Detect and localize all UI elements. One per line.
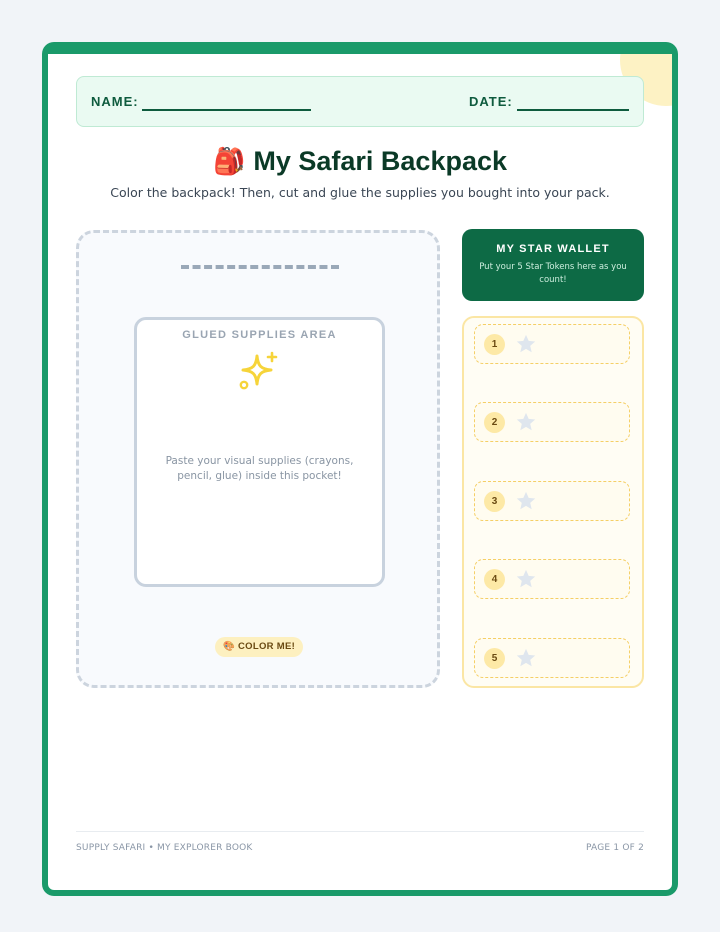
slot-number: 1 — [484, 334, 505, 355]
star-icon — [515, 568, 537, 590]
slot-number: 4 — [484, 569, 505, 590]
backpack-outline — [76, 230, 440, 688]
token-slot-4 — [474, 559, 630, 599]
wallet-title: MY STAR WALLET — [496, 243, 610, 255]
date-line — [517, 109, 629, 111]
backpack-icon: 🎒 — [212, 146, 246, 176]
token-slot-5 — [474, 638, 630, 678]
star-wallet-header — [462, 229, 644, 301]
page-title-text: My Safari Backpack — [253, 146, 507, 176]
name-line — [142, 109, 311, 111]
pocket-title: GLUED SUPPLIES AREA — [182, 329, 337, 341]
glued-supplies-pocket — [134, 317, 385, 587]
star-icon — [515, 333, 537, 355]
slot-number: 5 — [484, 648, 505, 669]
footer-page-number: PAGE 1 OF 2 — [585, 843, 644, 853]
date-label: DATE: — [469, 94, 513, 109]
token-slot-3 — [474, 481, 630, 521]
pocket-instructions: Paste your visual supplies (crayons, pencil, glue) inside this pocket! — [165, 455, 354, 482]
name-label: NAME: — [91, 94, 139, 109]
token-slot-2 — [474, 402, 630, 442]
sparkle-icon — [237, 348, 283, 394]
star-icon — [515, 647, 537, 669]
slot-number: 2 — [484, 412, 505, 433]
token-slot-1 — [474, 324, 630, 364]
footer-left: SUPPLY SAFARI • MY EXPLORER BOOK — [76, 843, 253, 853]
wallet-subtitle: Put your 5 Star Tokens here as you count! — [479, 262, 627, 285]
page-subtitle: Color the backpack! Then, cut and glue the supplies you bought into your pack. — [110, 185, 610, 200]
star-icon — [515, 411, 537, 433]
name-date-bar — [76, 76, 644, 127]
footer-divider — [76, 831, 644, 832]
page-title — [48, 146, 672, 177]
star-icon — [515, 490, 537, 512]
slot-number: 3 — [484, 491, 505, 512]
backpack-handle — [181, 265, 339, 269]
star-token-slots — [462, 316, 644, 688]
worksheet-page — [42, 42, 678, 896]
color-me-badge: 🎨 COLOR ME! — [215, 637, 303, 657]
